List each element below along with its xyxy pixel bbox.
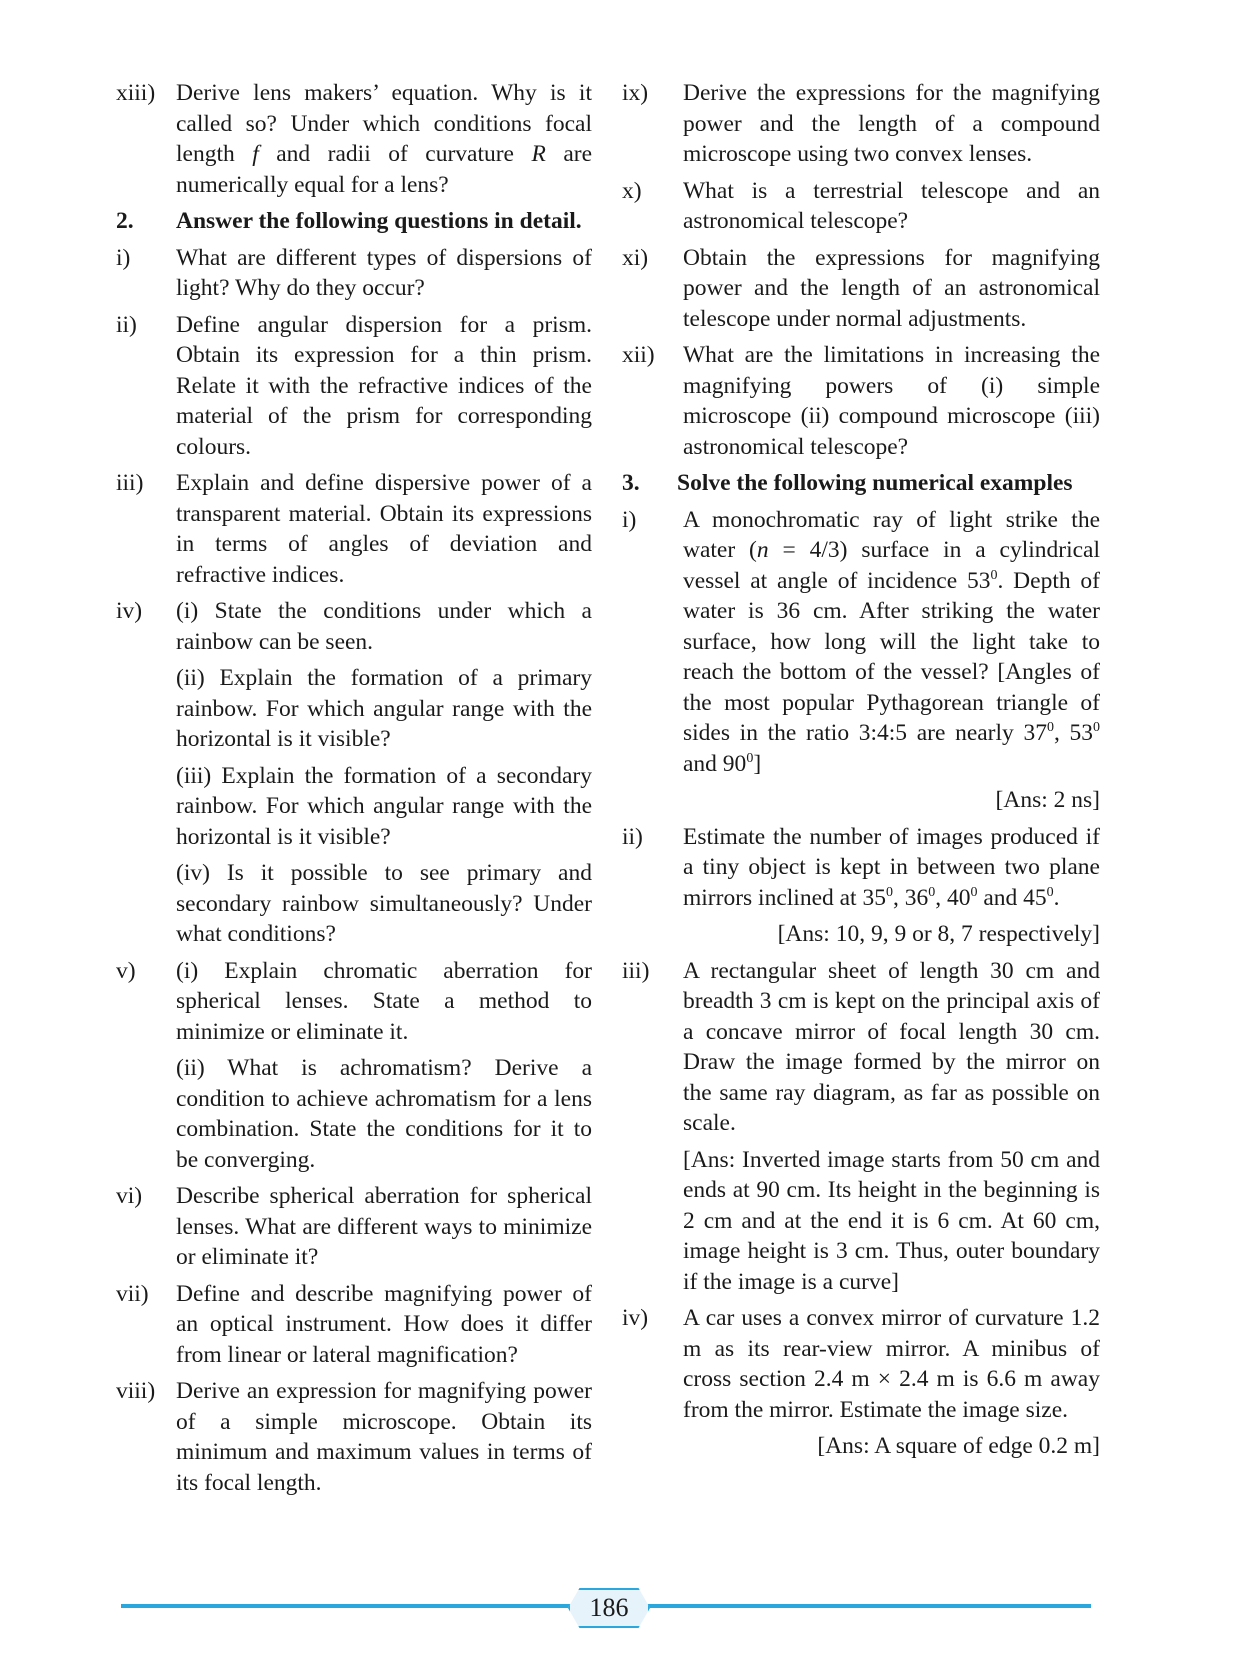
numerical-iv: iv) A car uses a convex mirror of curvature 1.2 m as its rear-view mirror. A minibus of cross section 2.4 m × 2.4 m is 6.6 m away from the mirror. Estimate the image size. xyxy=(622,1305,1100,1423)
answer-iv: [Ans: A square of edge 0.2 m] xyxy=(817,1433,1100,1459)
question-viii: viii) Derive an expression for magnifying power of a simple microscope. Obtain its minimum and maximum values in terms of its focal length. xyxy=(116,1378,592,1496)
question-xi: xi) Obtain the expressions for magnifying power and the length of an astronomical telescope under normal adjustments. xyxy=(622,244,1100,332)
question-v: v) (i) Explain chromatic aberration for spherical lenses. State a method to minimize or eliminate it. xyxy=(116,957,592,1045)
answer-i: [Ans: 2 ns] xyxy=(995,787,1100,813)
question-iii: iii) Explain and define dispersive power of a transparent material. Obtain its expressions in terms of angles of deviation and refractive indices. xyxy=(116,470,592,588)
question-xii: xii) What are the limitations in increasing the magnifying powers of (i) simple microscope (ii) compound microscope (iii) astronomical telescope? xyxy=(622,342,1100,460)
question-iv-part-iv: (iv) Is it possible to see primary and secondary rainbow simultaneously? Under what conditions? xyxy=(176,860,592,947)
numerical-ii: ii) Estimate the number of images produced if a tiny object is kept in between two plane mirrors inclined at $35^0$, $36^0$, $40^0$ and $45^0$. xyxy=(622,823,1100,911)
left-column xyxy=(116,78,592,1504)
answer-ii: [Ans: 10, 9, 9 or 8, 7 respectively] xyxy=(777,921,1100,947)
question-i: i) What are different types of dispersions of light? Why do they occur? xyxy=(116,244,592,301)
question-iv-part-iii: (iii) Explain the formation of a secondary rainbow. For which angular range with the horizontal is it visible? xyxy=(176,762,592,850)
question-vii: vii) Define and describe magnifying power of an optical instrument. How does it differ from linear or lateral magnification? xyxy=(116,1280,592,1368)
numerical-i: i) A monochromatic ray of light strike the water (n = 4/3) surface in a cylindrical vessel at angle of incidence $53^0$. Depth of water is 36 cm. After striking the water surface, how long will the light take to reach the bottom of the vessel? [Angles of the most popular Pythagorean triangle of sides in the ratio 3:4:5 are nearly $37^0$, $53^0$ and $90^0$] xyxy=(622,506,1101,777)
question-v-part-ii: (ii) What is achromatism? Derive a condition to achieve achromatism for a lens combination. State the conditions for it to be converging. xyxy=(176,1055,592,1173)
question-ix: ix) Derive the expressions for the magnifying power and the length of a compound microscope using two convex lenses. xyxy=(622,80,1100,167)
section-heading-3: 3. Solve the following numerical examples xyxy=(622,470,1073,496)
question-x: x) What is a terrestrial telescope and an astronomical telescope? xyxy=(622,177,1100,234)
question-iv-part-ii: (ii) Explain the formation of a primary rainbow. For which angular range with the horizontal is it visible? xyxy=(176,665,592,752)
section-heading-2: 2. Answer the following questions in detail. xyxy=(116,208,582,234)
question-xiii xyxy=(116,78,592,200)
question-vi: vi) Describe spherical aberration for spherical lenses. What are different ways to minimize or eliminate it? xyxy=(116,1183,592,1270)
answer-iii: [Ans: Inverted image starts from 50 cm and ends at 90 cm. Its height in the beginning is 2 cm and at the end it is 6 cm. At 60 cm, image height is 3 cm. Thus, outer boundary if the image is a curve] xyxy=(683,1146,1100,1295)
page-number: 186 xyxy=(589,1593,629,1622)
question-ii: ii) Define angular dispersion for a prism. Obtain its expression for a thin prism. Relate it with the refractive indices of the material of the prism for corresponding colours. xyxy=(116,311,592,460)
numerical-iii: iii) A rectangular sheet of length 30 cm and breadth 3 cm is kept on the principal axis of a concave mirror of focal length 30 cm. Draw the image formed by the mirror on the same ray diagram, as far as possible on scale. xyxy=(622,957,1100,1136)
question-text: Derive lens makers’ equation. Why is it called so? Under which conditions focal length f and radii of curvature R are numerically equal for a lens? xyxy=(176,80,593,198)
question-number: xiii) xyxy=(116,80,156,106)
right-column xyxy=(622,78,1100,1468)
question-iv: iv) (i) State the conditions under which a rainbow can be seen. xyxy=(116,598,592,655)
